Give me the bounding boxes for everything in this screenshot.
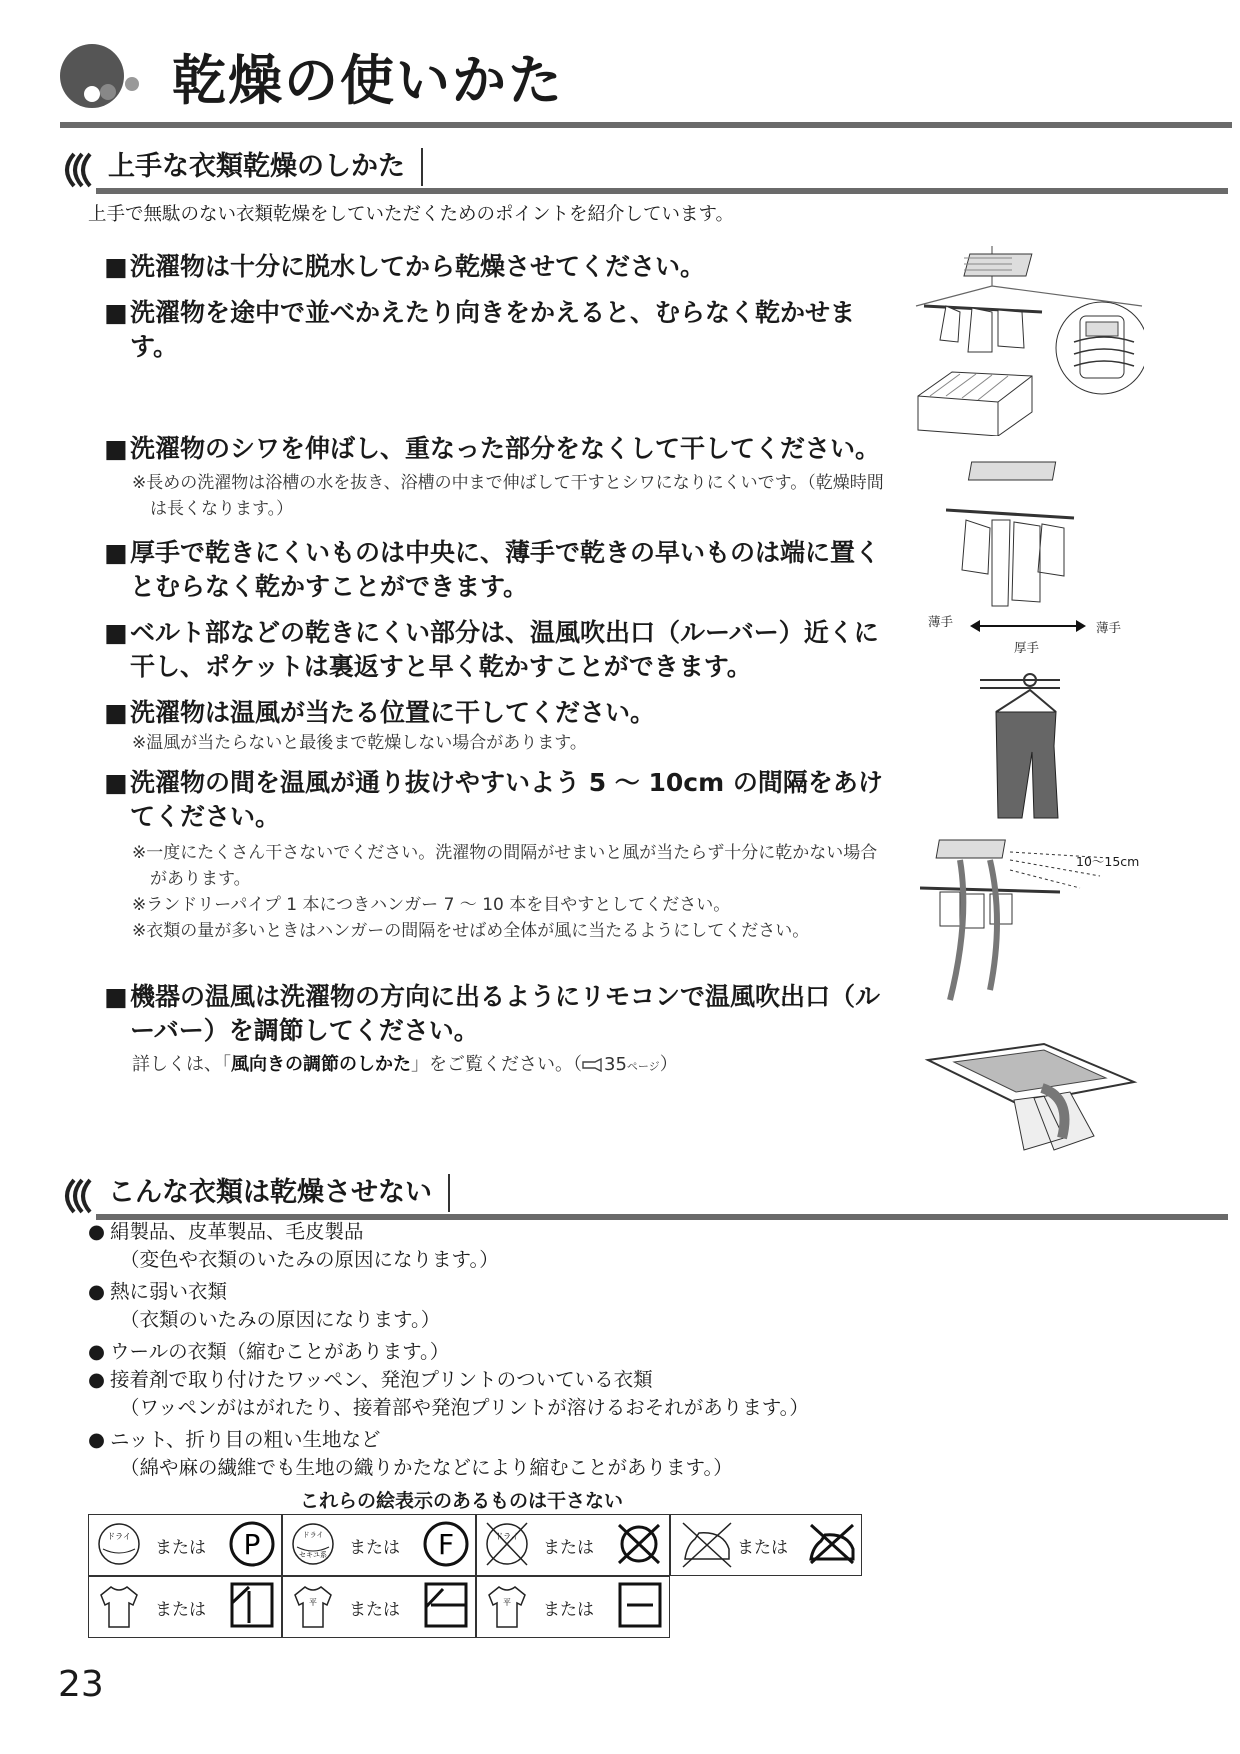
hang-dry-box-icon bbox=[229, 1581, 275, 1629]
svg-text:ドライ: ドライ bbox=[495, 1532, 519, 1541]
trousers-on-hanger-illustration bbox=[976, 672, 1066, 822]
title-divider bbox=[60, 122, 1232, 128]
list-item: ● ウールの衣類（縮むことがあります。） bbox=[88, 1338, 809, 1366]
square-bullet-icon: ■ bbox=[104, 434, 128, 463]
tip-6: ■ 洗濯物は温風が当たる位置に干してください。 bbox=[104, 696, 884, 730]
symbol-dry-or-p: ドライ または P bbox=[88, 1514, 282, 1576]
no-dry-clean-cross-icon bbox=[613, 1519, 665, 1569]
bullet-dot-icon: ● bbox=[88, 1368, 106, 1391]
svg-text:F: F bbox=[437, 1528, 455, 1561]
square-bullet-icon: ■ bbox=[104, 698, 128, 727]
bullet-dot-icon: ● bbox=[88, 1428, 106, 1451]
tip-3: ■ 洗濯物のシワを伸ばし、重なった部分をなくして干してください。 bbox=[104, 432, 894, 466]
shirt-flat-icon bbox=[291, 1581, 335, 1631]
list-item: ● 絹製品、皮革製品、毛皮製品 （変色や衣類のいたみの原因になります。） bbox=[88, 1220, 499, 1271]
dry-clean-icon bbox=[97, 1519, 141, 1569]
title-bullet-icon bbox=[56, 40, 156, 112]
tip-7-notes: ※一度にたくさん干さないでください。洗濯物の間隔がせまいと風が当たらず十分に乾かない場合があります。 ※ランドリーパイプ 1 本につきハンガー 7 ～ 10 本を目やすとしてください。 ※衣類の量が多いときはハンガーの間隔をせばめ全体が風に当たるようにしてください。 bbox=[132, 843, 878, 941]
tip-2: ■ 洗濯物を途中で並べかえたり向きをかえると、むらなく乾かせます。 bbox=[104, 298, 856, 361]
square-bullet-icon: ■ bbox=[104, 768, 128, 797]
list-item: ● 熱に弱い衣類 （衣類のいたみの原因になります。） bbox=[88, 1280, 441, 1331]
svg-text:平: 平 bbox=[309, 1598, 317, 1607]
section-heading-do-not-dry bbox=[56, 1174, 1236, 1222]
label-thin-left: 薄手 bbox=[928, 614, 954, 629]
heading-marks-icon bbox=[56, 1176, 104, 1216]
tip-1: ■ 洗濯物は十分に脱水してから乾燥させてください。 bbox=[104, 250, 884, 284]
p-circle-icon bbox=[227, 1519, 277, 1569]
square-bullet-icon: ■ bbox=[104, 618, 128, 647]
pointing-hand-icon bbox=[582, 1058, 604, 1072]
no-iron-cross-icon bbox=[805, 1519, 859, 1569]
bullet-dot-icon: ● bbox=[88, 1220, 106, 1243]
section-heading-good-drying bbox=[56, 148, 1236, 196]
symbol-no-iron: または bbox=[670, 1514, 862, 1576]
symbol-flat-dry-2: 平 または bbox=[476, 1576, 670, 1638]
svg-text:ドライ: ドライ bbox=[302, 1531, 324, 1539]
svg-text:平: 平 bbox=[503, 1598, 511, 1607]
hanger-arrangement-illustration bbox=[946, 460, 1086, 620]
ref-line: 詳しくは、「風向きの調節のしかた」をご覧ください。（ 35ページ） bbox=[132, 1054, 678, 1075]
do-not-dry-list bbox=[88, 1218, 809, 1486]
list-item: ● 接着剤で取り付けたワッペン、発泡プリントのついている衣類 （ワッペンがはがれたり、接着部や発泡プリントが溶けるおそれがあります。） bbox=[88, 1368, 809, 1419]
square-bullet-icon: ■ bbox=[104, 252, 128, 281]
list-item: ● ニット、折り目の粗い生地など （綿や麻の繊維でも生地の織りかたなどにより縮むことがあります。） bbox=[88, 1428, 733, 1479]
symbols-caption: これらの絵表示のあるものは干さない bbox=[300, 1490, 624, 1512]
no-dry-clean-icon bbox=[485, 1519, 529, 1569]
bullet-dot-icon: ● bbox=[88, 1340, 106, 1363]
bathroom-dryer-illustration bbox=[912, 246, 1144, 436]
tip-5: ■ ベルト部などの乾きにくい部分は、温風吹出口（ルーバー）近くに干し、ポケットは裏返すと早く乾かすことができます。 bbox=[104, 618, 879, 681]
care-symbol-table bbox=[88, 1514, 862, 1644]
symbol-hang-dry: または bbox=[88, 1576, 282, 1638]
square-bullet-icon: ■ bbox=[104, 538, 128, 567]
page-number: 23 bbox=[58, 1664, 104, 1705]
label-thick: 厚手 bbox=[1014, 640, 1040, 655]
svg-text:ドライ: ドライ bbox=[107, 1532, 131, 1541]
label-spacing: 10～15cm bbox=[1076, 854, 1140, 869]
symbol-flat-dry: 平 または bbox=[282, 1576, 476, 1638]
f-circle-icon bbox=[421, 1519, 471, 1569]
square-bullet-icon: ■ bbox=[104, 298, 128, 327]
louver-adjust-illustration bbox=[924, 1040, 1138, 1154]
shirt-flat-icon bbox=[485, 1581, 529, 1631]
tip-4: ■ 厚手で乾きにくいものは中央に、薄手で乾きの早いものは端に置くとむらなく乾かすことができます。 bbox=[104, 538, 881, 601]
dry-clean-petroleum-icon bbox=[291, 1519, 335, 1569]
label-thin-right: 薄手 bbox=[1096, 620, 1122, 635]
double-arrow-icon bbox=[968, 616, 1088, 636]
tip-7: ■ 洗濯物の間を温風が通り抜けやすいよう 5 ～ 10cm の間隔をあけてください。 bbox=[104, 768, 883, 831]
section1-heading-text: 上手な衣類乾燥のしかた bbox=[100, 148, 423, 186]
no-iron-icon bbox=[679, 1519, 735, 1569]
flat-line-box-icon bbox=[617, 1581, 663, 1629]
symbol-dry-or-f: ドライ セキユ系 または F bbox=[282, 1514, 476, 1576]
page-title: 乾燥の使いかた bbox=[172, 49, 564, 112]
section1-intro: 上手で無駄のない衣類乾燥をしていただくためのポイントを紹介しています。 bbox=[88, 204, 735, 225]
section1-divider bbox=[96, 188, 1228, 194]
tip-3-note: ※長めの洗濯物は浴槽の水を抜き、浴槽の中まで伸ばして干すとシワになりにくいです。（乾燥時間は長くなります。） bbox=[132, 473, 884, 519]
symbol-no-dry-clean: ドライ または bbox=[476, 1514, 670, 1576]
square-bullet-icon: ■ bbox=[104, 982, 128, 1011]
tip-8: ■ 機器の温風は洗濯物の方向に出るようにリモコンで温風吹出口（ルーバー）を調節してください。 bbox=[104, 982, 881, 1045]
section2-heading-text: こんな衣類は乾燥させない bbox=[100, 1174, 450, 1212]
svg-text:セキユ系: セキユ系 bbox=[299, 1551, 327, 1559]
heading-marks-icon bbox=[56, 150, 104, 190]
flat-dry-box-icon bbox=[423, 1581, 469, 1629]
shirt-hang-icon bbox=[97, 1581, 141, 1631]
svg-text:P: P bbox=[243, 1528, 261, 1561]
tip-6-note: ※温風が当たらないと最後まで乾燥しない場合があります。 bbox=[132, 733, 587, 753]
bullet-dot-icon: ● bbox=[88, 1280, 106, 1303]
